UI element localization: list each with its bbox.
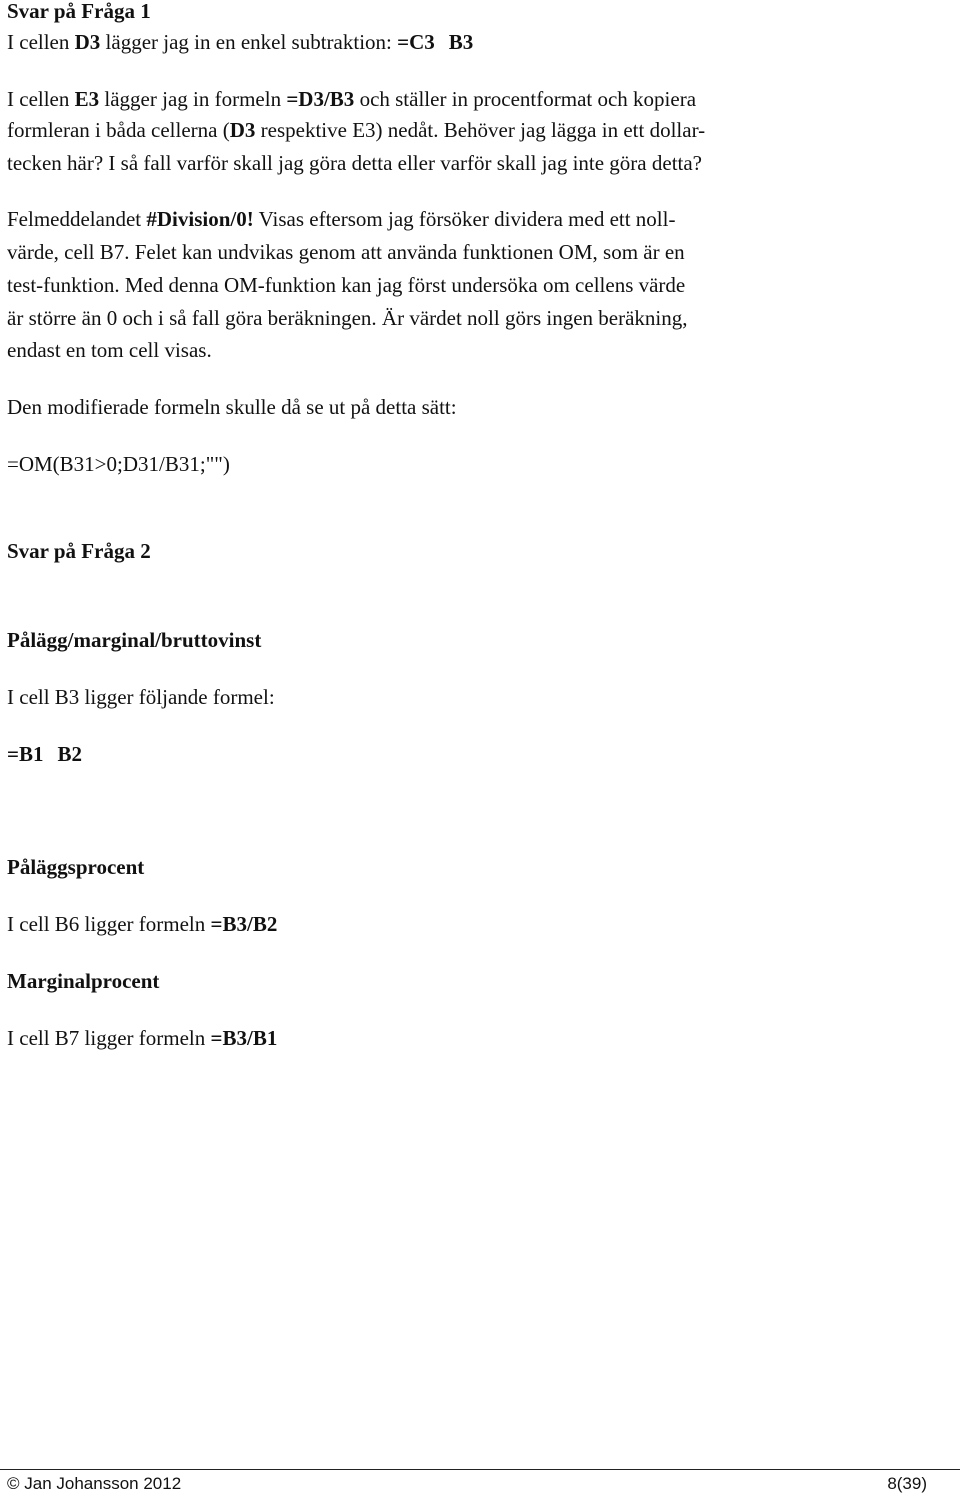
q1-paragraph-4: Den modifierade formeln skulle då se ut på detta sätt: (7, 395, 457, 419)
subheading-marginalprocent: Marginalprocent (7, 969, 160, 993)
text: I cellen (7, 30, 75, 54)
q1-paragraph-2-line-1 (7, 84, 696, 115)
text: I cellen (7, 87, 75, 111)
text: lägger jag in en enkel subtraktion: (100, 30, 398, 54)
text: lägger jag in formeln (99, 87, 287, 111)
text: formleran i båda cellerna ( (7, 118, 230, 142)
cell-ref: D3 (74, 30, 101, 54)
q1-paragraph-3-line-3: test-funktion. Med denna OM-funktion kan jag först undersöka om cellens värde (7, 273, 686, 297)
q1-formula: =OM(B31>0;D31/B31;"") (7, 452, 230, 476)
heading-q1: Svar på Fråga 1 (7, 0, 151, 23)
sub1-text: I cell B3 ligger följande formel: (7, 685, 275, 709)
text: I cell B7 ligger formeln (7, 1026, 211, 1050)
formula-part: =C3 (397, 30, 435, 54)
cell-ref: D3 (229, 118, 256, 142)
formula: =B3/B1 (210, 1026, 278, 1050)
formula: =D3/B3 (286, 87, 355, 111)
footer-copyright: © Jan Johansson 2012 (7, 1474, 182, 1493)
text: respektive E3) nedåt. Behöver jag lägga in ett dollar- (255, 118, 706, 142)
footer-divider (0, 1469, 960, 1470)
sub3-text (7, 1023, 277, 1054)
q1-paragraph-3-line-2: värde, cell B7. Felet kan undvikas genom att använda funktionen OM, som är en (7, 240, 685, 264)
formula-part: =B1 (7, 742, 44, 766)
q1-paragraph-3-line-1 (7, 204, 675, 235)
text: I cell B6 ligger formeln (7, 912, 211, 936)
q1-paragraph-2-line-2 (7, 115, 705, 146)
q1-paragraph-3-line-4: är större än 0 och i så fall göra beräkningen. Är värdet noll görs ingen beräkning, (7, 306, 688, 330)
subheading-paslag-marginal: Pålägg/marginal/bruttovinst (7, 628, 262, 652)
footer-page-number: 8(39) (887, 1474, 927, 1493)
formula: =B3/B2 (210, 912, 278, 936)
sub1-formula (7, 739, 82, 770)
q1-paragraph-1 (7, 27, 473, 58)
q1-paragraph-2-line-3: tecken här? I så fall varför skall jag göra detta eller varför skall jag inte göra detta? (7, 151, 702, 175)
cell-ref: E3 (74, 87, 100, 111)
subheading-palaggsprocent: Påläggsprocent (7, 855, 145, 879)
text: Felmeddelandet (7, 207, 147, 231)
formula-part: B2 (57, 742, 82, 766)
page-footer (0, 1474, 960, 1498)
error-message: #Division/0! (146, 207, 254, 231)
heading-q2: Svar på Fråga 2 (7, 539, 151, 563)
formula-part: B3 (448, 30, 474, 54)
text: Visas eftersom jag försöker dividera med ett noll- (253, 207, 676, 231)
sub2-text (7, 909, 277, 940)
text: och ställer in procentformat och kopiera (354, 87, 697, 111)
q1-paragraph-3-line-5: endast en tom cell visas. (7, 338, 212, 362)
